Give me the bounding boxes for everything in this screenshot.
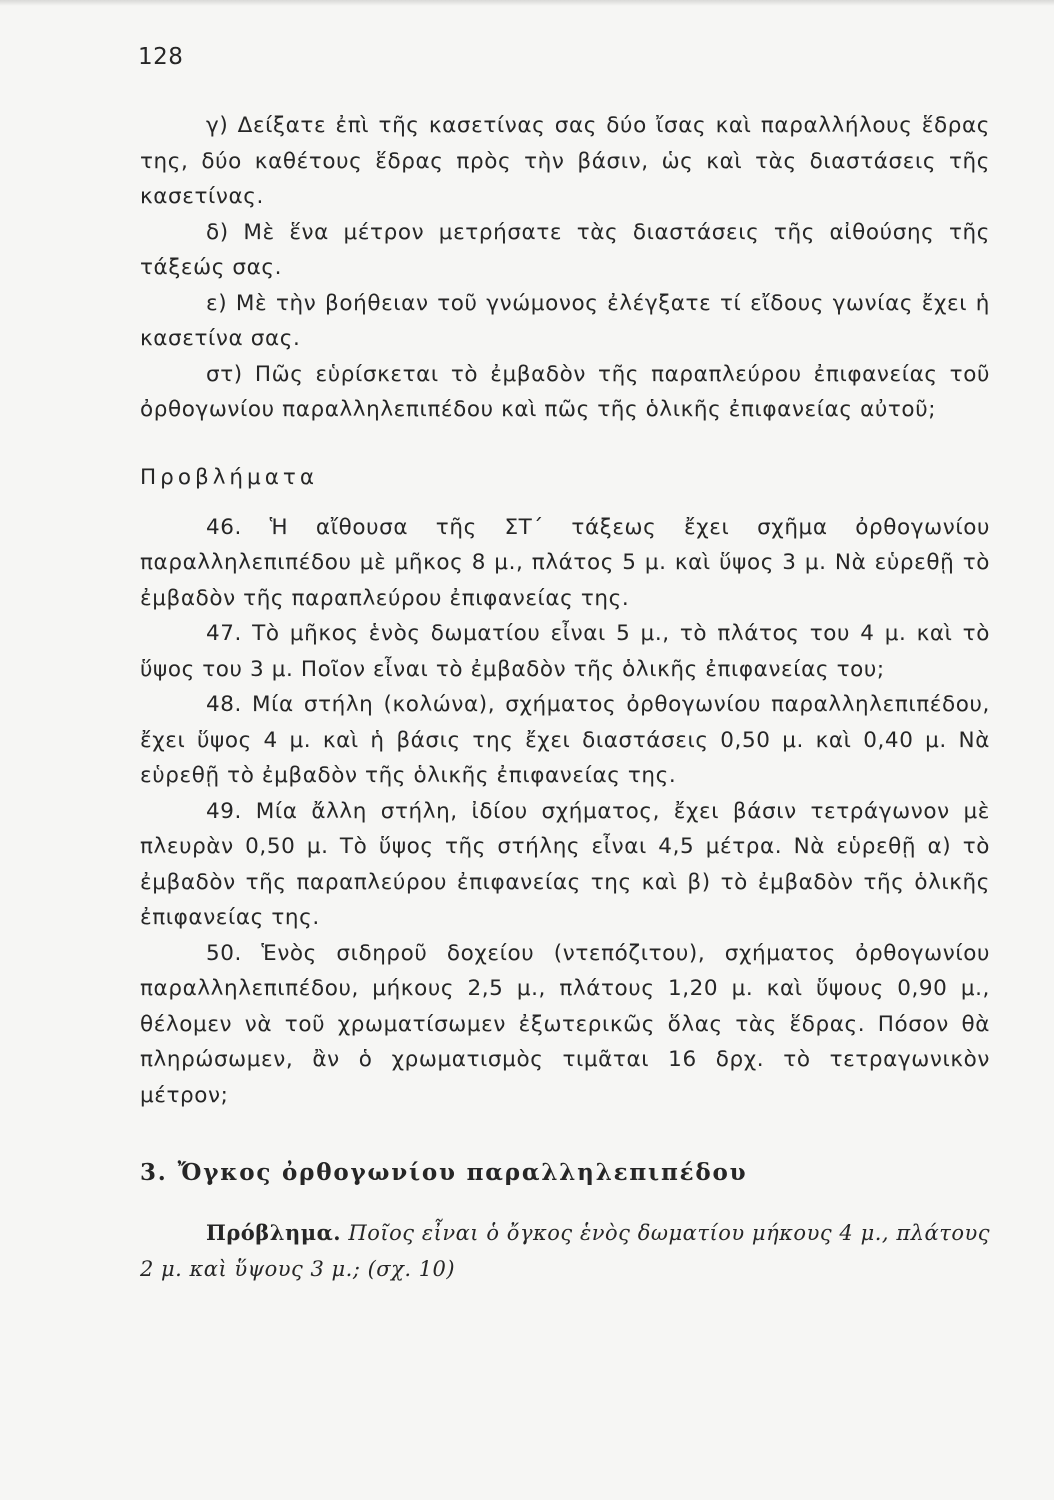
exercise-47: 47. Τὸ μῆκος ἑνὸς δωματίου εἶναι 5 μ., τὸ πλάτος του 4 μ. καὶ τὸ ὕψος του 3 μ. Ποῖον εἶναι τὸ ἐμβαδὸν τῆς ὁλικῆς ἐπιφανείας του; xyxy=(140,621,990,682)
exercise-48: 48. Μία στήλη (κολώνα), σχήματος ὀρθογωνίου παραλληλεπιπέδου, ἔχει ὕψος 4 μ. καὶ ἡ βάσις της ἔχει διαστάσεις 0,50 μ. καὶ 0,40 μ. Νὰ εὑρεθῇ τὸ ἐμβαδὸν τῆς ὁλικῆς ἐπιφανείας της. xyxy=(140,692,990,788)
paragraph-epsilon: ε) Μὲ τὴν βοήθειαν τοῦ γνώμονος ἐλέγξατε τί εἴδους γωνίας ἔχει ἡ κασετίνα σας. xyxy=(140,290,990,351)
section-number: 3. xyxy=(140,1159,168,1186)
paragraph-delta: δ) Μὲ ἕνα μέτρον μετρήσατε τὰς διαστάσεις τῆς αἰθούσης τῆς τάξεώς σας. xyxy=(140,219,990,280)
section-title-text: Ὄγκος ὀρθογωνίου παραλληλεπιπέδου xyxy=(177,1159,748,1186)
paragraph-st: στ) Πῶς εὑρίσκεται τὸ ἐμβαδὸν τῆς παραπλεύρου ἐπιφανείας τοῦ ὀρθογωνίου παραλληλεπιπέδου καὶ πῶς τῆς ὁλικῆς ἐπιφανείας αὐτοῦ; xyxy=(140,361,990,422)
problems-heading: Προβλήματα xyxy=(140,464,319,490)
section-title xyxy=(140,1153,990,1193)
exercise-46: 46. Ἡ αἴθουσα τῆς ΣΤ΄ τάξεως ἔχει σχῆμα ὀρθογωνίου παραλληλεπιπέδου μὲ μῆκος 8 μ., πλάτος 5 μ. καὶ ὕψος 3 μ. Νὰ εὑρεθῇ τὸ ἐμβαδὸν τῆς παραπλεύρου ἐπιφανείας της. xyxy=(140,514,990,611)
scan-edge xyxy=(0,0,1054,6)
paragraph-gamma: γ) Δείξατε ἐπὶ τῆς κασετίνας σας δύο ἴσας καὶ παραλλήλους ἕδρας της, δύο καθέτους ἕδρας πρὸς τὴν βάσιν, ὡς καὶ τὰς διαστάσεις τῆς κασετίνας. xyxy=(140,113,990,209)
exercise-49: 49. Μία ἄλλη στήλη, ἰδίου σχήματος, ἔχει βάσιν τετράγωνον μὲ πλευρὰν 0,50 μ. Τὸ ὕψος τῆς στήλης εἶναι 4,5 μέτρα. Νὰ εὑρεθῇ α) τὸ ἐμβαδὸν τῆς παραπλεύρου ἐπιφανείας της καὶ β) τὸ ἐμβαδὸν τῆς ὁλικῆς ἐπιφανείας της. xyxy=(140,798,990,930)
page-content xyxy=(140,108,990,1287)
problem-label: Πρόβλημα. xyxy=(206,1220,342,1245)
page-number: 128 xyxy=(138,44,184,70)
exercise-50: 50. Ἑνὸς σιδηροῦ δοχείου (ντεπόζιτου), σχήματος ὀρθογωνίου παραλληλεπιπέδου, μήκους 2,5 μ., πλάτους 1,20 μ. καὶ ὕψους 0,90 μ., θέλομεν νὰ τοῦ χρωματίσωμεν ἐξωτερικῶς ὅλας τὰς ἕδρας. Πόσον θὰ πληρώσωμεν, ἂν ὁ χρωματισμὸς τιμᾶται 16 δρχ. τὸ τετραγωνικὸν μέτρον; xyxy=(140,940,990,1108)
problem-text: Ποῖος εἶναι ὁ ὄγκος ἑνὸς δωματίου μήκους 4 μ., πλάτους 2 μ. καὶ ὕψους 3 μ.; (σχ. 10) xyxy=(140,1221,990,1281)
worked-problem xyxy=(140,1215,990,1287)
